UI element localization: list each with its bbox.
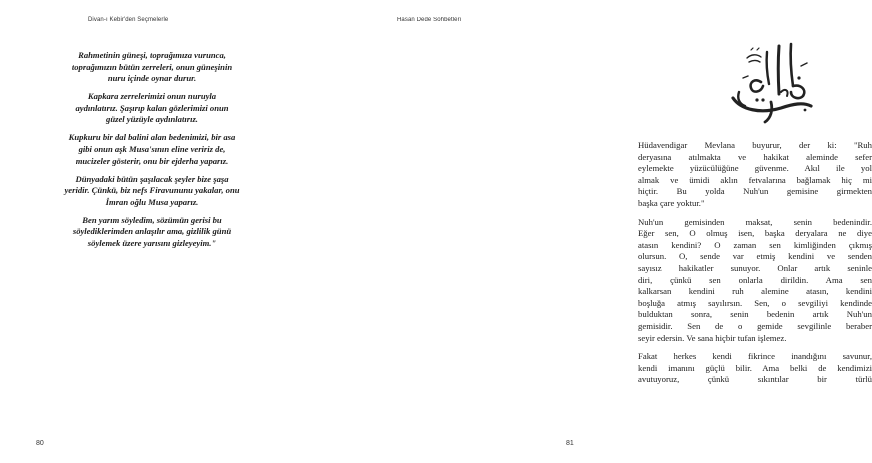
text-line: kalkarsan kendini ruh alemine atasın, kendini	[638, 286, 872, 297]
poem-stanza	[40, 132, 264, 167]
right-page-number: 81	[566, 440, 574, 447]
poem-stanza	[40, 174, 264, 209]
text-line: başka çare yoktur."	[638, 197, 705, 208]
text-line: deryasına atılmakta ve hakikat aleminde sefer	[638, 151, 872, 162]
text-line: diri, çünkü sen onlarla dirildin. Ama sen	[638, 274, 872, 285]
left-page	[0, 0, 300, 463]
poem-line: aydınlatırız. Şaşırıp kalan gözlerimizi onun	[75, 102, 229, 113]
left-page-number: 80	[36, 440, 44, 447]
text-line: atasın kendini? O zaman sen kimliğinden çıkmış	[638, 239, 872, 250]
paragraph	[624, 140, 872, 210]
poem-line: gibi onun aşk Musa'sının eline veririz de,	[78, 143, 226, 154]
poem-line: Kupkuru bir dal balini alan bedenimizi, bir asa	[68, 132, 236, 143]
poem-line: Ben yarım söyledim, sözümün gerisi bu	[82, 214, 222, 225]
poem-line: söylemek üzere yarısını gizleyeyim."	[87, 237, 217, 248]
poem-line: İmran oğlu Musa yaparız.	[105, 196, 199, 207]
text-line: gemisidir. Sen de o gemide sevgilinle beraber	[638, 320, 872, 331]
poem-line: söylediklerimden anlaşılır ama, gizlilik günü	[72, 226, 232, 237]
text-line: sayısız hakikatler sunuyor. Onlar artık seninle	[638, 262, 872, 273]
text-line: avutuyoruz, çünkü sıkıntılar bir türlü	[638, 374, 872, 385]
poem-line: güzel yüzüyle aydınlatırız.	[106, 114, 198, 125]
poem-line: toprağımızın bütün zerreleri, onun güneşinin	[71, 61, 233, 72]
poem-line: Kapkara zerrelerimizi onun nuruyla	[87, 91, 217, 102]
poem-line: yeridir. Çünkü, biz nefs Firavununu yakalar, onu	[64, 185, 240, 196]
text-line: olursun. O, sende var etmiş kendini ve senden	[638, 251, 872, 262]
calligraphy-emblem-icon	[721, 38, 821, 126]
text-line: kendi imanını güçlü bilir. Ama belki de kendimizi	[638, 362, 872, 373]
right-page	[300, 0, 872, 463]
poem-stanza	[40, 215, 264, 250]
poem-line: Dünyadaki bütün şaşılacak şeyler bize şaşa	[75, 173, 229, 184]
text-line: eylemekte yüzücülüğüne güvenme. Akıl ile yol	[638, 163, 872, 174]
poem-stanza	[40, 91, 264, 126]
right-running-head: Hasan Dede Sohbetleri	[397, 17, 462, 23]
poem	[40, 50, 264, 256]
text-line: boşluğa atmış sayılırsın. Sen, o sevgiliyi kendinde	[638, 297, 872, 308]
text-line: hiçtir. Bu yolda Nuh'un gemisine girmekten	[638, 186, 872, 197]
text-line: bulduktan sonra, senin bedenin artık Nuh'un	[638, 309, 872, 320]
poem-stanza	[40, 50, 264, 85]
prose-body	[624, 140, 872, 393]
text-line: Eğer sen, O olmuş isen, başka deryalara ne diye	[638, 228, 872, 239]
poem-line: nuru içinde oynar durur.	[107, 73, 197, 84]
paragraph	[624, 351, 872, 386]
text-line: Nuh'un gemisinden maksat, senin bedenindir.	[638, 216, 872, 227]
paragraph	[624, 217, 872, 345]
text-line: Hüdavendigar Mevlana buyurur, der ki: "Ruh	[638, 140, 872, 150]
text-line: seyir edersin. Ve sana hiçbir tufan işlemez.	[638, 332, 787, 343]
left-running-head: Divan-ı Kebir'den Seçmelerle	[88, 17, 169, 23]
text-line: almak ve ümidi aklın fetvalarına bağlamak hiç mi	[638, 174, 872, 185]
poem-line: mucizeler gösterir, onu bir ejderha yaparız.	[75, 155, 229, 166]
text-line: Fakat herkes kendi fikrince inandığını savunur,	[638, 351, 872, 362]
poem-line: Rahmetinin güneşi, toprağımıza vurunca,	[78, 50, 226, 60]
